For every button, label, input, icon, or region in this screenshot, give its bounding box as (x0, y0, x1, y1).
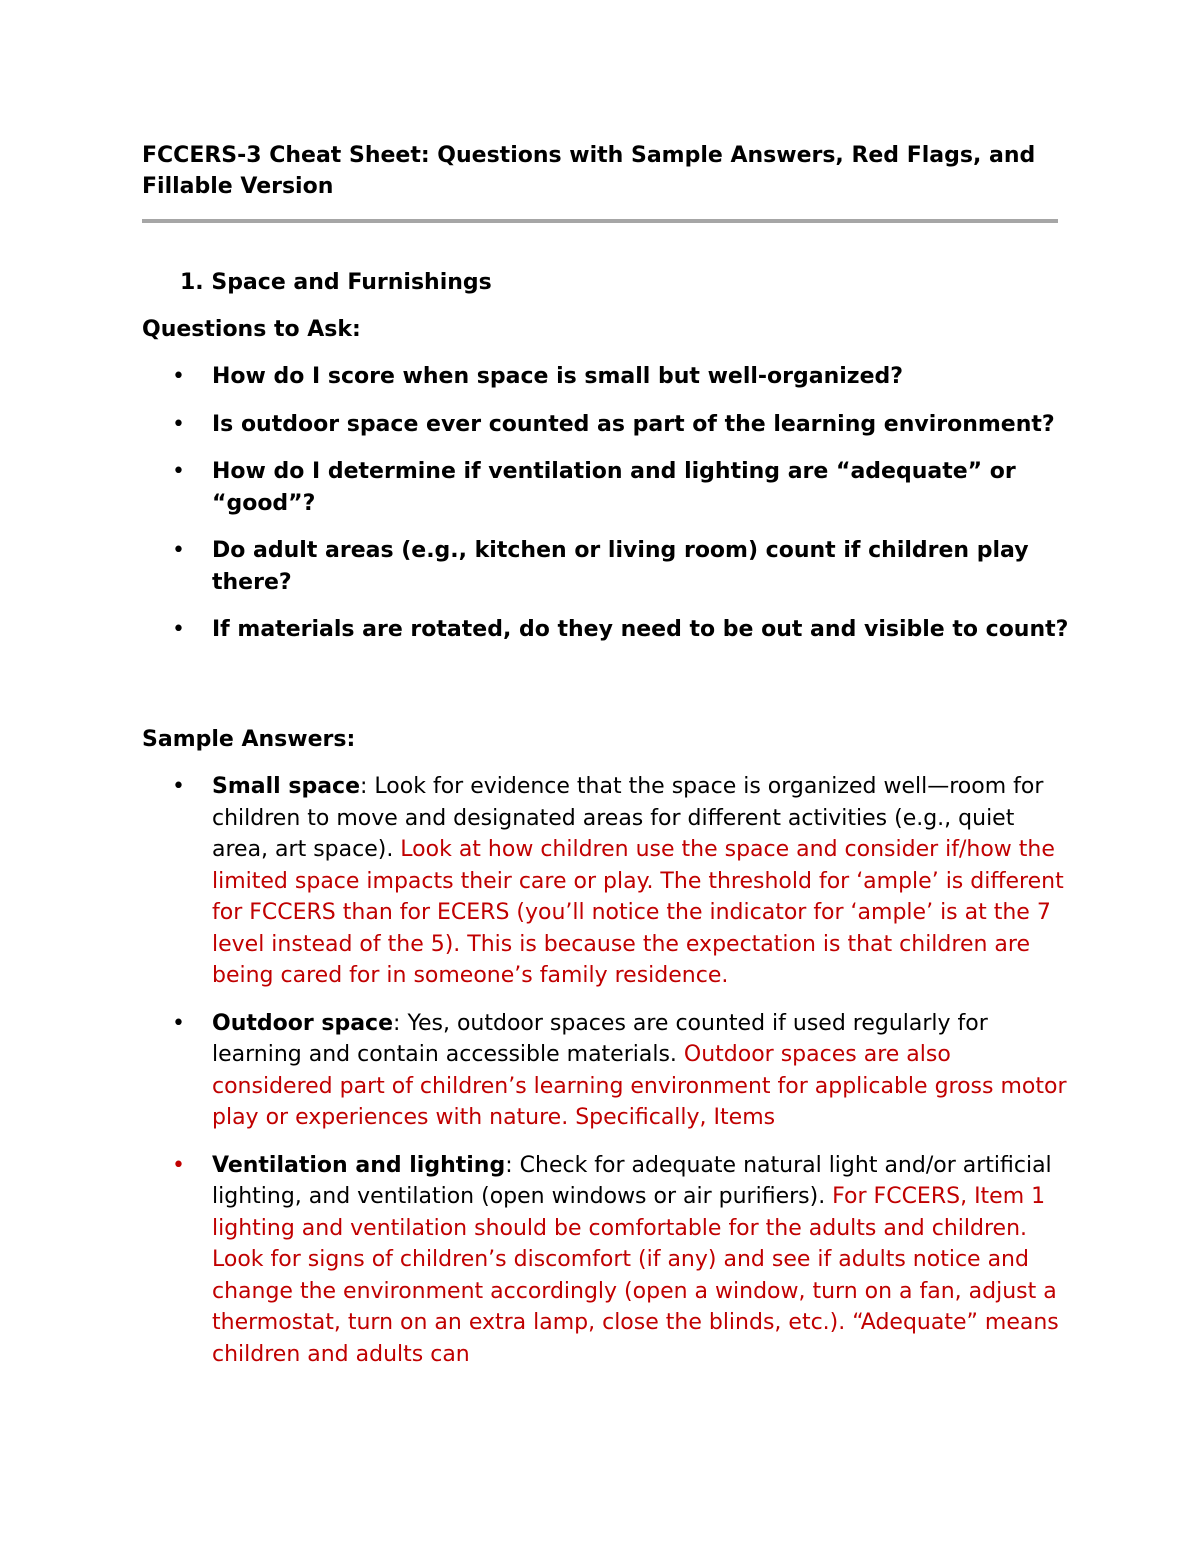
answer-item (142, 1150, 1072, 1371)
section-title: Space and Furnishings (211, 270, 492, 295)
section-heading (180, 267, 492, 298)
question-item (142, 361, 1072, 393)
answer-label: Small space (212, 774, 361, 799)
answer-text: Yes, outdoor spaces are counted if used regularly for learning and contain accessible materials. (212, 1010, 988, 1067)
answer-note: Look at how children use the space and consider if/how the limited space impacts their care or play. The threshold for ‘ample’ is different for FCCERS than for ECERS (you’ll notice the indicator for ‘ample’ is at the 7 level instead of the 5). This is because the expectation is that children are being cared for in someone’s family residence. (212, 837, 1064, 988)
bullet-icon: • (172, 411, 185, 437)
question-item (142, 456, 1072, 519)
bullet-icon: • (172, 538, 185, 563)
answer-item (142, 1008, 1072, 1134)
bullet-icon: • (172, 459, 185, 484)
answer-text: Look for evidence that the space is organized well—room for children to move and designated areas for different activities (e.g., quiet area, art space). (212, 774, 1044, 862)
question-item (142, 614, 1072, 646)
questions-heading: Questions to Ask: (142, 317, 361, 342)
question-text: If materials are rotated, do they need to be out and visible to count? (212, 617, 1069, 642)
bullet-icon: • (172, 1010, 185, 1036)
horizontal-rule (142, 219, 1058, 223)
answers-heading: Sample Answers: (142, 727, 356, 752)
answer-item (142, 771, 1072, 992)
question-text: How do I score when space is small but well-organized? (212, 364, 904, 389)
bullet-icon: • (172, 774, 185, 799)
question-text: Is outdoor space ever counted as part of the learning environment? (212, 411, 1055, 437)
section-number: 1. (180, 270, 204, 295)
question-item (142, 409, 1072, 441)
questions-list (142, 361, 1072, 662)
answer-label: Outdoor space (212, 1010, 394, 1036)
answer-note: Outdoor spaces are also considered part of children’s learning environment for applicable gross motor play or experiences with nature. Specifically, Items (212, 1042, 1067, 1130)
answer-colon: : (360, 774, 368, 799)
question-item (142, 535, 1072, 598)
answers-list (142, 771, 1072, 1386)
bullet-icon: • (172, 1152, 185, 1178)
answer-colon: : (505, 1152, 513, 1178)
answer-colon: : (393, 1010, 401, 1036)
question-text: Do adult areas (e.g., kitchen or living room) count if children play there? (212, 538, 1029, 595)
document-title: FCCERS-3 Cheat Sheet: Questions with Sample Answers, Red Flags, and Fillable Version (142, 143, 1036, 199)
bullet-icon: • (172, 364, 185, 389)
question-text: How do I determine if ventilation and lighting are “adequate” or “good”? (212, 459, 1016, 516)
answer-text: Check for adequate natural light and/or artificial lighting, and ventilation (open windows or air purifiers). (212, 1152, 1052, 1209)
answer-label: Ventilation and lighting (212, 1152, 506, 1178)
answer-note: For FCCERS, Item 1 lighting and ventilation should be comfortable for the adults and children. Look for signs of children’s discomfort (if any) and see if adults notice and change the environment accordingly (open a window, turn on a fan, adjust a thermostat, turn on an extra lamp, close the blinds, etc.). “Adequate” means children and adults can (212, 1184, 1059, 1367)
bullet-icon: • (172, 617, 185, 642)
